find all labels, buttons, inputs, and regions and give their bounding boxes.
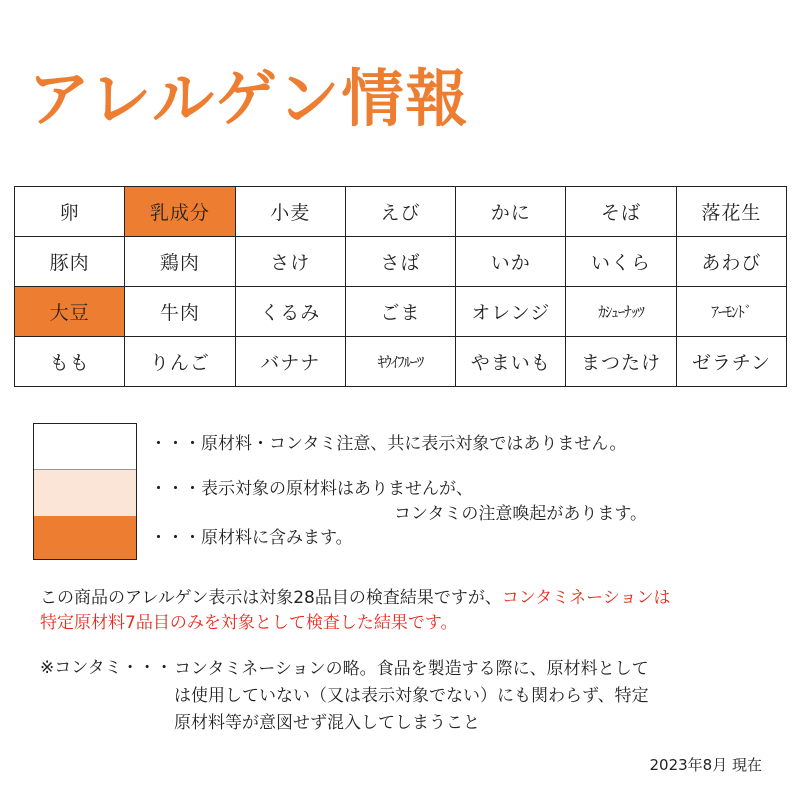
allergen-cell: 豚肉 [15,237,125,287]
allergen-cell: ゼラチン [676,337,786,387]
allergen-cell: もも [15,337,125,387]
allergen-cell: 牛肉 [125,287,235,337]
legend-text-contained: ・・・原材料に含みます。 [150,528,353,548]
allergen-cell: 小麦 [235,187,345,237]
allergen-cell: さけ [235,237,345,287]
allergen-cell: いか [456,237,566,287]
test-note [40,586,785,636]
allergen-cell: いくら [566,237,676,287]
allergen-row [15,287,787,337]
allergen-row [15,337,787,387]
allergen-cell: あわび [676,237,786,287]
allergen-cell: 鶏肉 [125,237,235,287]
allergen-cell: ごま [345,287,455,337]
test-note-highlight-2: 特定原材料7品目のみを対象として検査した結果です。 [40,613,458,633]
allergen-row [15,187,787,237]
contamination-definition [174,656,774,737]
legend-swatch-contamination [34,469,136,517]
allergen-cell: 落花生 [676,187,786,237]
definition-line-2: は使用していない（又は表示対象でない）にも関わらず、特定 [174,686,649,706]
allergen-cell: 大豆 [15,287,125,337]
allergen-cell: さば [345,237,455,287]
page-title: アレルゲン情報 [28,62,470,135]
definition-line-1: コンタミネーションの略。食品を製造する際に、原材料として [174,659,649,679]
contamination-definition-label: ※コンタミ・・・ [40,658,173,678]
allergen-row [15,237,787,287]
allergen-cell: かに [456,187,566,237]
test-note-text: この商品のアレルゲン表示は対象28品目の検査結果ですが、 [40,588,502,608]
legend-swatch-contained [34,516,136,559]
allergen-cell: そば [566,187,676,237]
allergen-cell: まつたけ [566,337,676,387]
allergen-cell: バナナ [235,337,345,387]
allergen-cell: 卵 [15,187,125,237]
allergen-cell: くるみ [235,287,345,337]
legend-swatch-none [34,424,136,469]
allergen-cell: りんご [125,337,235,387]
test-note-highlight-1: コンタミネーションは [501,588,671,608]
legend-text-contamination-1: ・・・表示対象の原材料はありませんが、 [150,479,473,499]
allergen-cell: ｷｳｲﾌﾙｰﾂ [345,337,455,387]
allergen-cell: ｱｰﾓﾝﾄﾞ [676,287,786,337]
allergen-table-body [15,187,787,387]
definition-line-3: 原材料等が意図せず混入してしまうこと [174,713,480,733]
legend-text-contamination-2: コンタミの注意喚起があります。 [394,504,647,524]
legend-swatches [33,423,137,560]
legend-text-none: ・・・原材料・コンタミ注意、共に表示対象ではありません。 [150,434,627,454]
allergen-table [14,186,787,387]
allergen-cell: やまいも [456,337,566,387]
allergen-cell: えび [345,187,455,237]
allergen-cell: オレンジ [456,287,566,337]
allergen-cell: ｶｼｭｰﾅｯﾂ [566,287,676,337]
as-of-date: 2023年8月 現在 [649,756,762,774]
allergen-cell: 乳成分 [125,187,235,237]
